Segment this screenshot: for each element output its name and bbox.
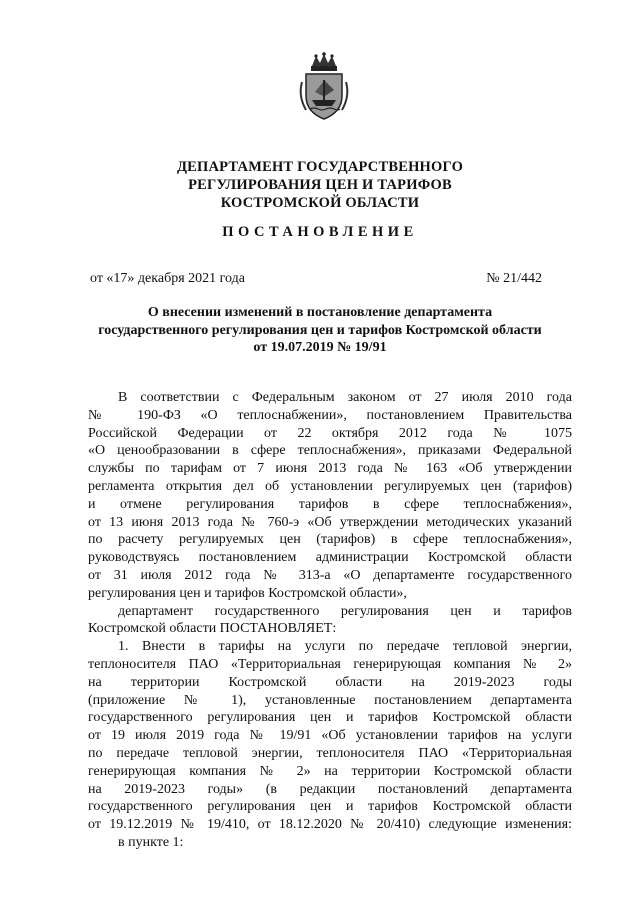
body-line: регламента открытия дел об установлении регулируемых цен (тарифов) <box>88 478 572 494</box>
document-subject <box>70 304 570 357</box>
body-line: генерирующая компания № 2» на территории Костромской области <box>88 763 572 779</box>
body-line: «О ценообразовании в сфере теплоснабжения», приказами Федеральной <box>88 443 572 459</box>
body-line: от 13 июня 2013 года № 760-э «Об утверждении методических указаний <box>88 514 572 530</box>
department-name <box>0 158 640 212</box>
document-date: от «17» декабря 2021 года <box>90 271 245 286</box>
department-name-line: ДЕПАРТАМЕНТ ГОСУДАРСТВЕННОГО <box>176 159 464 175</box>
body-line: от 31 июля 2012 года № 313-а «О департаменте государственного <box>88 567 572 583</box>
body-line: по расчету регулируемых цен (тарифов) в сфере теплоснабжения», <box>88 532 572 548</box>
body-line: (приложение № 1), установленные постановлением департамента <box>88 692 572 708</box>
body-line: от 19 июля 2019 года № 19/91 «Об установлении тарифов на услуги <box>88 728 572 744</box>
body-line: руководствуясь постановлением администрации Костромской области <box>88 550 572 566</box>
department-name-line: КОСТРОМСКОЙ ОБЛАСТИ <box>220 195 420 211</box>
body-line: № 190-ФЗ «О теплоснабжении», постановлением Правительства <box>88 407 572 423</box>
body-line: государственного регулирования цен и тарифов Костромской области <box>88 710 572 726</box>
body-line: департамент государственного регулирования цен и тарифов <box>118 603 572 619</box>
kostroma-coat-of-arms-icon <box>296 52 352 122</box>
coat-of-arms-emblem <box>296 52 352 122</box>
body-line: по передаче тепловой энергии, теплоносителя ПАО «Территориальная <box>88 745 572 761</box>
body-line: Российской Федерации от 22 октября 2012 года № 1075 <box>88 425 572 441</box>
body-line: от 19.12.2019 № 19/410, от 18.12.2020 № 20/410) следующие изменения: <box>88 817 572 833</box>
document-body <box>88 389 572 852</box>
body-line: 1. Внести в тарифы на услуги по передаче тепловой энергии, <box>118 639 572 655</box>
body-line: В соответствии с Федеральным законом от 27 июля 2010 года <box>118 390 572 405</box>
body-line: регулирования цен и тарифов Костромской области», <box>88 585 407 601</box>
body-line: государственного регулирования цен и тарифов Костромской области <box>88 799 572 815</box>
body-line: Костромской области ПОСТАНОВЛЯЕТ: <box>88 621 337 637</box>
subject-line: государственного регулирования цен и тарифов Костромской области <box>98 322 542 338</box>
body-line: теплоносителя ПАО «Территориальная генерирующая компания № 2» <box>88 656 572 672</box>
document-type-title: ПОСТАНОВЛЕНИЕ <box>222 224 418 240</box>
body-line: и отмене регулирования тарифов в сфере теплоснабжения», <box>88 496 572 512</box>
body-line: службы по тарифам от 7 июня 2013 года № 163 «Об утверждении <box>88 461 572 477</box>
body-line: на 2019-2023 годы» (в редакции постановлений департамента <box>88 781 572 797</box>
document-number: № 21/442 <box>486 271 542 286</box>
body-line: в пункте 1: <box>118 834 184 850</box>
department-name-line: РЕГУЛИРОВАНИЯ ЦЕН И ТАРИФОВ <box>188 177 452 193</box>
body-line: на территории Костромской области на 2019-2023 годы <box>88 674 572 690</box>
subject-line: О внесении изменений в постановление департамента <box>147 305 493 320</box>
subject-line: от 19.07.2019 № 19/91 <box>253 340 387 355</box>
